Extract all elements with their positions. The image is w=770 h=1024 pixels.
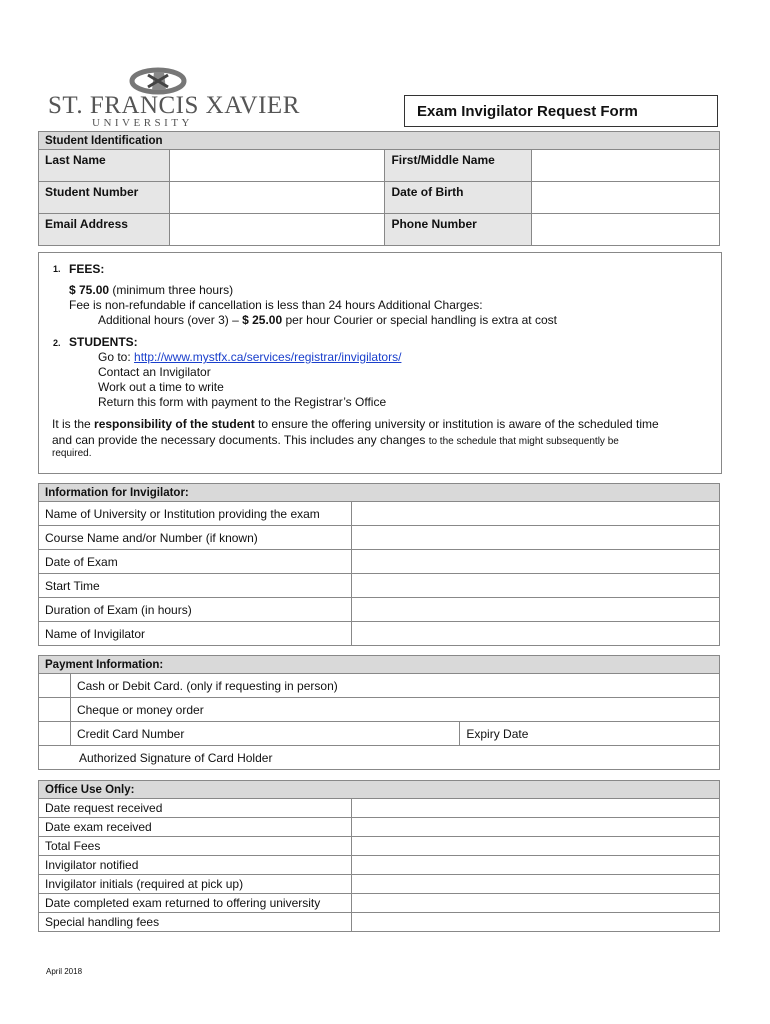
form-title-box — [404, 95, 718, 127]
date-request-received-label: Date request received — [39, 799, 352, 818]
invigilator-info-table — [38, 483, 720, 646]
expiry-date-field[interactable] — [460, 722, 720, 746]
credit-card-checkbox[interactable] — [39, 722, 71, 746]
institution-label: Name of University or Institution providing the exam — [39, 502, 352, 526]
institution-field[interactable] — [351, 502, 719, 526]
phone-number-field[interactable] — [532, 214, 720, 246]
first-middle-name-field[interactable] — [532, 150, 720, 182]
first-middle-name-label: First/Middle Name — [385, 150, 532, 182]
payment-table — [38, 655, 720, 770]
credit-card-number-field[interactable] — [70, 722, 459, 746]
duration-field[interactable] — [351, 598, 719, 622]
cheque-checkbox[interactable] — [39, 698, 71, 722]
fees-line3-end: per hour Courier or special handling is extra at cost — [285, 313, 557, 327]
last-name-field[interactable] — [169, 150, 385, 182]
students-number: 2. — [53, 338, 61, 348]
students-step-time: Work out a time to write — [98, 380, 224, 394]
responsibility-bold: responsibility of the student — [94, 417, 255, 431]
logo-wordmark: ST. FRANCIS XAVIER — [48, 92, 300, 119]
goto-label: Go to: — [98, 350, 131, 364]
course-field[interactable] — [351, 526, 719, 550]
students-step-return: Return this form with payment to the Registrar’s Office — [98, 395, 387, 409]
form-title: Exam Invigilator Request Form — [417, 103, 638, 120]
responsibility-line2: and can provide the necessary documents. This includes any changes — [52, 433, 426, 447]
student-identification-header: Student Identification — [39, 132, 720, 150]
credit-card-label: Credit Card Number — [76, 726, 185, 741]
date-exam-received-label: Date exam received — [39, 818, 352, 837]
total-fees-label: Total Fees — [39, 837, 352, 856]
expiry-date-label: Expiry Date — [466, 726, 529, 741]
fees-line3-start: Additional hours (over 3) – — [98, 313, 239, 327]
cash-debit-checkbox[interactable] — [39, 674, 71, 698]
special-handling-fees-field[interactable] — [351, 913, 719, 932]
invigilator-notified-field[interactable] — [351, 856, 719, 875]
office-use-table — [38, 780, 720, 932]
students-step-contact: Contact an Invigilator — [98, 365, 211, 379]
phone-number-label: Phone Number — [385, 214, 532, 246]
date-exam-returned-field[interactable] — [351, 894, 719, 913]
student-identification-table — [38, 131, 720, 246]
exam-date-label: Date of Exam — [39, 550, 352, 574]
fees-amount: $ 75.00 — [69, 283, 110, 297]
fees-heading: FEES: — [69, 262, 105, 276]
date-of-birth-field[interactable] — [532, 182, 720, 214]
fees-line3-amount: $ 25.00 — [242, 313, 283, 327]
email-address-field[interactable] — [169, 214, 385, 246]
signature-field[interactable] — [39, 746, 720, 770]
invigilator-name-field[interactable] — [351, 622, 719, 646]
date-of-birth-label: Date of Birth — [385, 182, 532, 214]
responsibility-line1: to ensure the offering university or institution is aware of the scheduled time — [258, 417, 659, 431]
exam-date-field[interactable] — [351, 550, 719, 574]
course-label: Course Name and/or Number (if known) — [39, 526, 352, 550]
duration-label: Duration of Exam (in hours) — [39, 598, 352, 622]
invigilator-info-header: Information for Invigilator: — [39, 484, 720, 502]
date-exam-returned-label: Date completed exam returned to offering university — [39, 894, 352, 913]
footer-date: April 2018 — [46, 967, 83, 976]
instructions-panel — [38, 252, 722, 474]
payment-header: Payment Information: — [39, 656, 720, 674]
cash-debit-label: Cash or Debit Card. (only if requesting in person) — [70, 674, 719, 698]
email-address-label: Email Address — [39, 214, 170, 246]
cheque-label: Cheque or money order — [70, 698, 719, 722]
student-number-field[interactable] — [169, 182, 385, 214]
invigilator-initials-field[interactable] — [351, 875, 719, 894]
students-heading: STUDENTS: — [69, 335, 138, 349]
logo-subtitle: UNIVERSITY — [92, 117, 193, 129]
signature-label: Authorized Signature of Card Holder — [79, 750, 273, 765]
office-use-header: Office Use Only: — [39, 781, 720, 799]
special-handling-fees-label: Special handling fees — [39, 913, 352, 932]
university-logo — [44, 66, 300, 130]
student-number-label: Student Number — [39, 182, 170, 214]
date-request-received-field[interactable] — [351, 799, 719, 818]
responsibility-line2-small: to the schedule that might subsequently be — [428, 436, 619, 447]
fees-line2: Fee is non-refundable if cancellation is less than 24 hours Additional Charges: — [69, 298, 483, 312]
invigilator-name-label: Name of Invigilator — [39, 622, 352, 646]
invigilators-link[interactable]: http://www.mystfx.ca/services/registrar/invigilators/ — [134, 350, 402, 364]
fees-number: 1. — [53, 264, 61, 274]
fees-amount-note: (minimum three hours) — [112, 283, 234, 297]
invigilator-initials-label: Invigilator initials (required at pick up) — [39, 875, 352, 894]
responsibility-lead: It is the — [52, 417, 91, 431]
total-fees-field[interactable] — [351, 837, 719, 856]
responsibility-line3: required. — [52, 448, 92, 459]
date-exam-received-field[interactable] — [351, 818, 719, 837]
start-time-label: Start Time — [39, 574, 352, 598]
last-name-label: Last Name — [39, 150, 170, 182]
start-time-field[interactable] — [351, 574, 719, 598]
invigilator-notified-label: Invigilator notified — [39, 856, 352, 875]
